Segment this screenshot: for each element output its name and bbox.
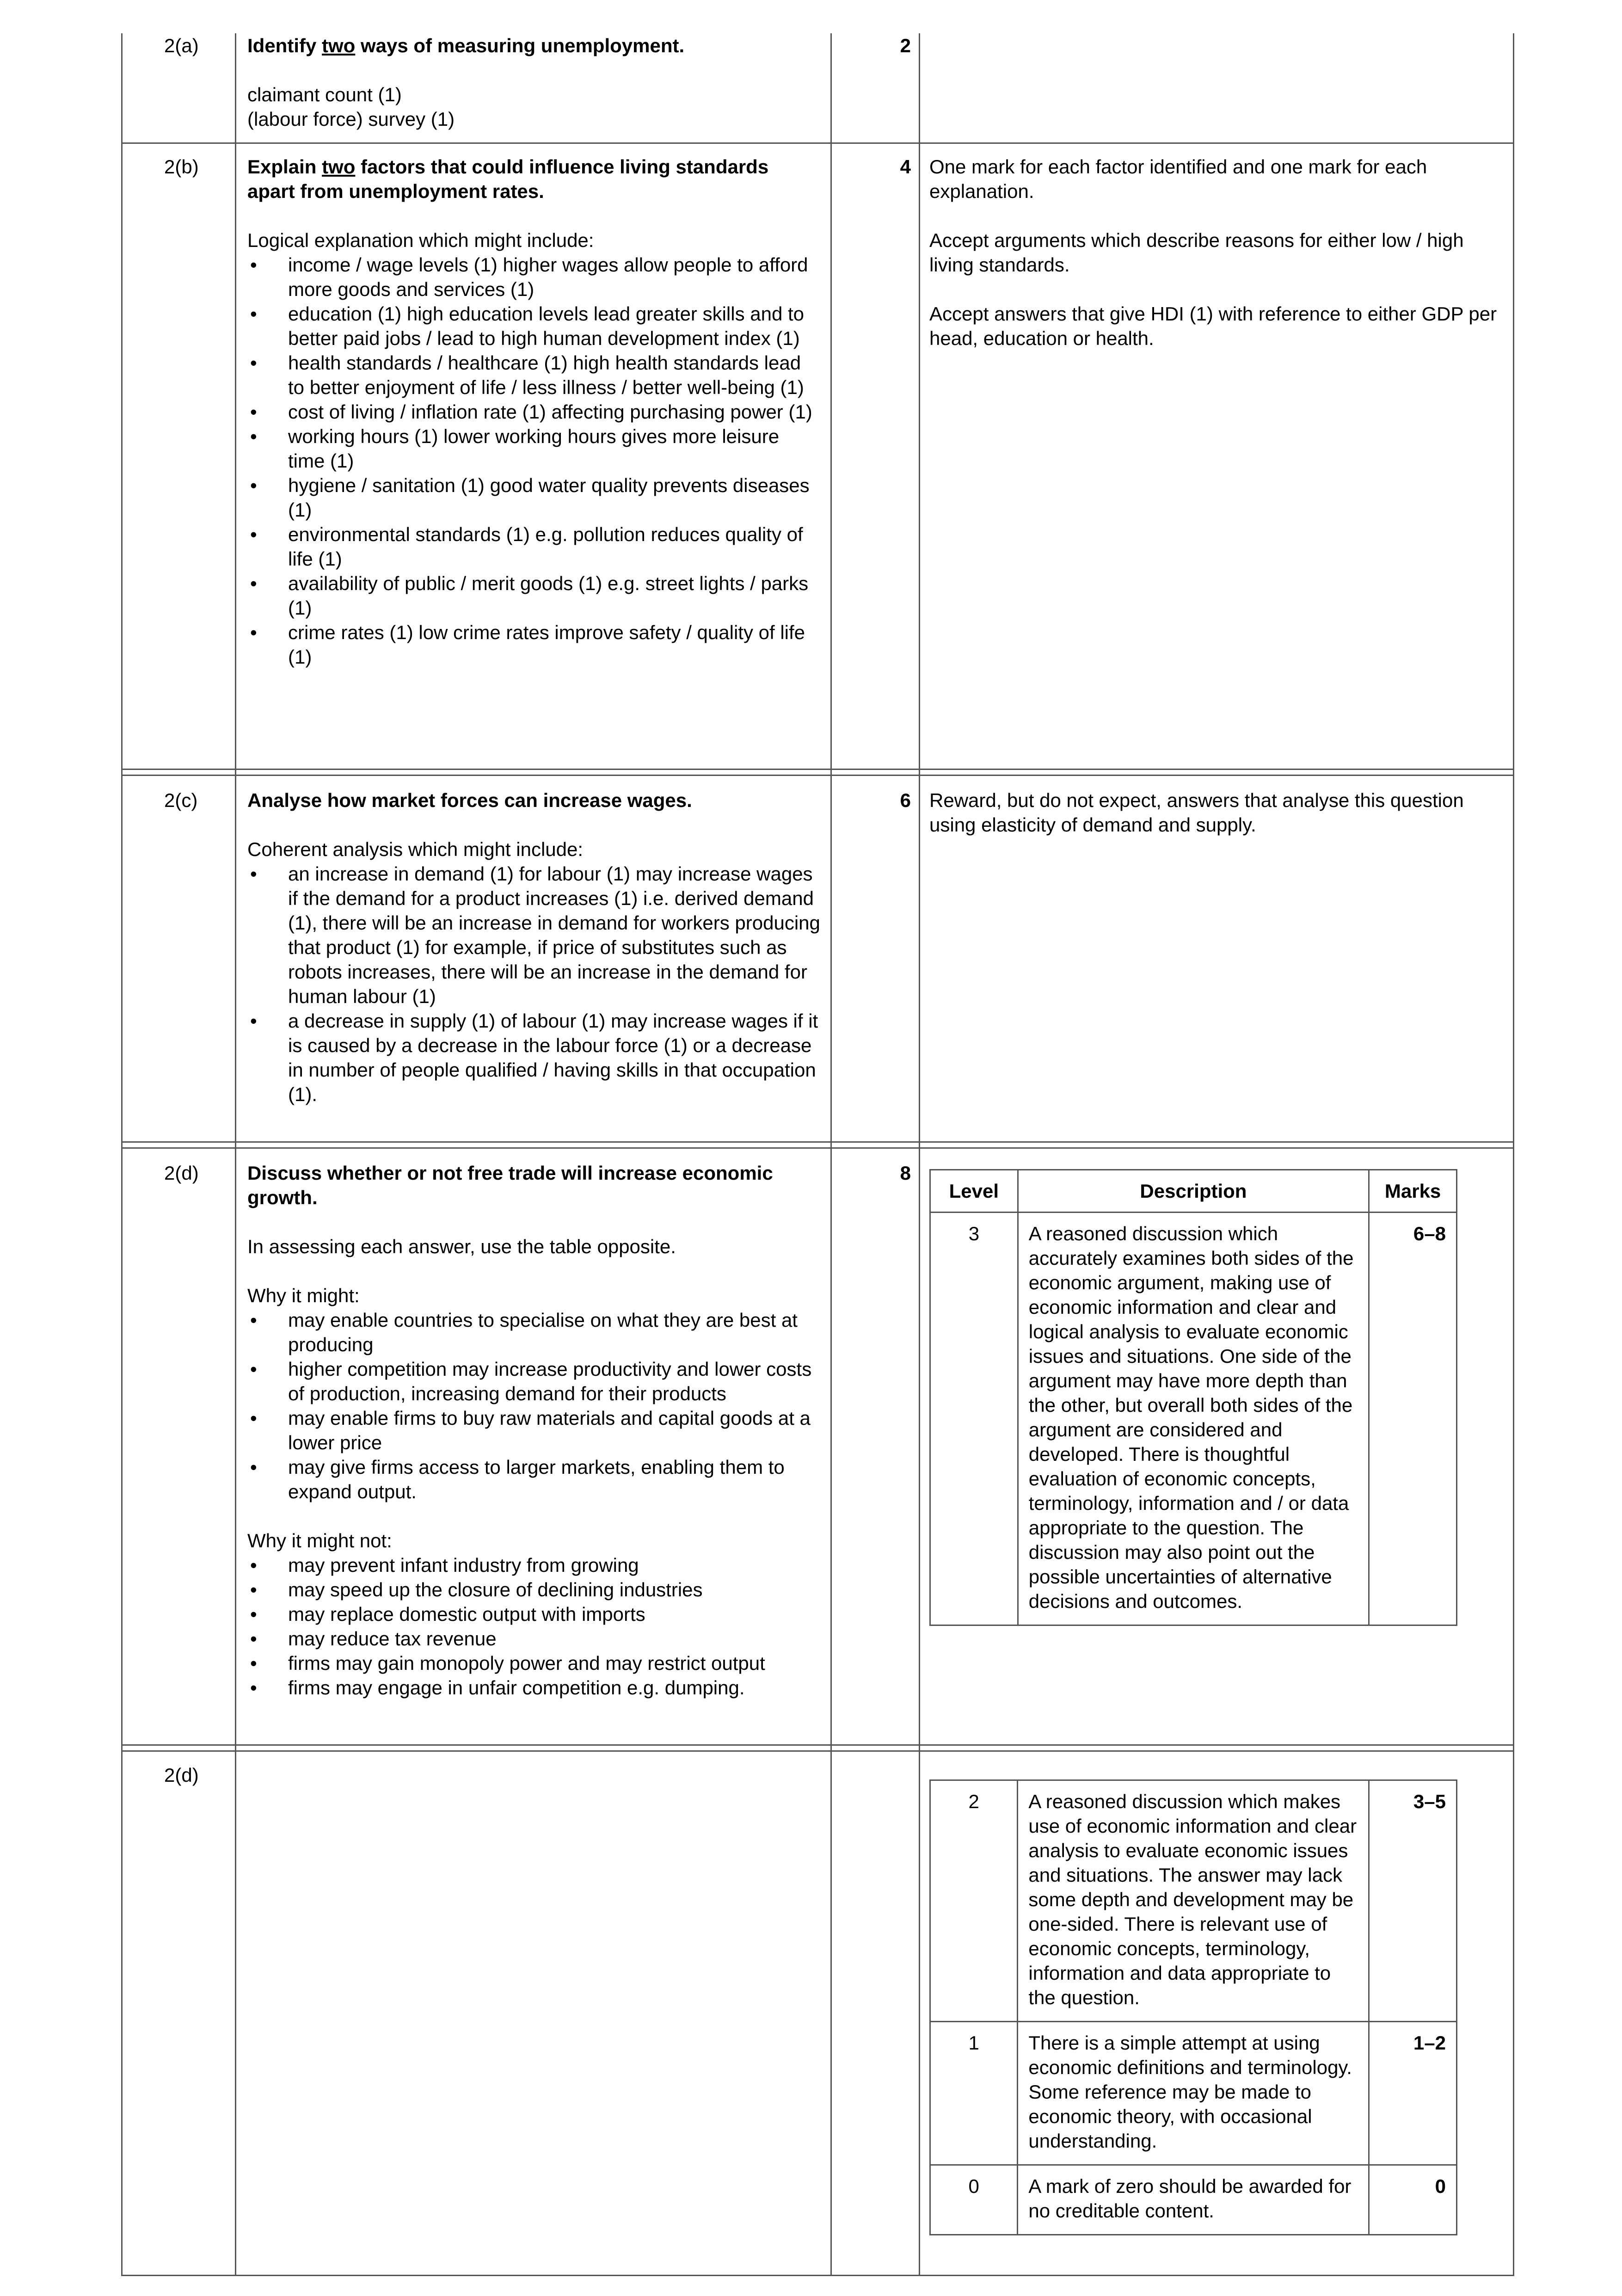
level-cell: 3 — [930, 1213, 1018, 1625]
table-border-bottom — [121, 2275, 1514, 2276]
answer-list — [247, 1553, 821, 1700]
list-item: • may enable countries to specialise on what they are best at producing — [247, 1308, 821, 1357]
level-cell: 2 — [930, 1780, 1018, 2022]
marks-value: 2 — [900, 35, 911, 56]
list-item: • availability of public / merit goods (1) e.g. street lights / parks (1) — [247, 571, 821, 620]
row-divider — [121, 1141, 1514, 1149]
level-cell: 1 — [930, 2022, 1018, 2165]
list-item: • a decrease in supply (1) of labour (1) may increase wages if it is caused by a decrease in the labour force (1) or a decrease in number of people qualified / having skills in that occupation (1). — [247, 1009, 821, 1107]
list-item: • may reduce tax revenue — [247, 1626, 821, 1651]
guidance-text: One mark for each factor identified and one mark for each explanation. — [929, 156, 1427, 202]
section-heading: Why it might: — [247, 1285, 360, 1306]
marks-cell: 1–2 — [1369, 2022, 1457, 2165]
list-item: • higher competition may increase productivity and lower costs of production, increasing demand for their products — [247, 1357, 821, 1406]
question-text: Analyse how market forces can increase wages. — [247, 789, 692, 811]
description-cell: A reasoned discussion which accurately examines both sides of the economic argument, making use of economic information and clear and logical analysis to evaluate economic issues and situations. One side of the argument may have more depth than the other, but overall both sides of the argument are considered and developed. There is thoughtful evaluation of economic concepts, terminology, information and / or data appropriate to the question. The discussion may also point out the possible uncertainties of alternative decisions and outcomes. — [1018, 1213, 1369, 1625]
column-header-marks: Marks — [1369, 1170, 1457, 1213]
guidance-2c — [929, 788, 1503, 837]
marks-value: 4 — [900, 156, 911, 178]
answer-line: (labour force) survey (1) — [247, 108, 455, 130]
marks-value: 6 — [900, 789, 911, 811]
question-number: 2(c) — [164, 789, 198, 811]
guidance-2b — [929, 154, 1503, 351]
list-item: • cost of living / inflation rate (1) affecting purchasing power (1) — [247, 400, 821, 424]
list-item: • an increase in demand (1) for labour (1) may increase wages if the demand for a product increases (1) i.e. derived demand (1), there will be an increase in demand for workers producing that product (1) for example, if price of substitutes such as robots increases, there will be an increase in the demand for human labour (1) — [247, 862, 821, 1009]
list-item: • crime rates (1) low crime rates improve safety / quality of life (1) — [247, 620, 821, 669]
question-number: 2(d) — [164, 1764, 199, 1786]
list-item: • may prevent infant industry from growing — [247, 1553, 821, 1577]
marks-cell: 3–5 — [1369, 1780, 1457, 2022]
section-heading: Why it might not: — [247, 1530, 392, 1551]
instruction-text: In assessing each answer, use the table opposite. — [247, 1236, 676, 1257]
level-table-continued — [929, 1779, 1457, 2235]
table-border-left — [121, 33, 123, 2276]
question-number: 2(a) — [164, 35, 199, 56]
marks-cell: 0 — [1369, 2165, 1457, 2235]
intro-text: Logical explanation which might include: — [247, 229, 594, 251]
question-2a: Identify two ways of measuring unemployment. claimant count (1) (labour force) survey (1) — [247, 33, 821, 131]
list-item: • may speed up the closure of declining industries — [247, 1577, 821, 1602]
description-cell: A reasoned discussion which makes use of economic information and clear analysis to evaluate economic issues and situations. The answer may lack some depth and development may be one-sided. There is relevant use of economic concepts, terminology, information and data appropriate to the question. — [1018, 1780, 1369, 2022]
table-row — [930, 2165, 1457, 2235]
guidance-text: Reward, but do not expect, answers that analyse this question using elasticity of demand and supply. — [929, 789, 1464, 836]
guidance-text: Accept arguments which describe reasons for either low / high living standards. — [929, 229, 1464, 276]
guidance-text: Accept answers that give HDI (1) with reference to either GDP per head, education or health. — [929, 303, 1497, 349]
list-item: • may replace domestic output with imports — [247, 1602, 821, 1626]
column-divider — [235, 33, 236, 2276]
answer-line: claimant count (1) — [247, 84, 402, 105]
level-table — [929, 1169, 1457, 1626]
table-header-row — [930, 1170, 1457, 1213]
list-item: • education (1) high education levels lead greater skills and to better paid jobs / lead to high human development index (1) — [247, 302, 821, 351]
description-cell: A mark of zero should be awarded for no creditable content. — [1018, 2165, 1369, 2235]
list-item: • income / wage levels (1) higher wages allow people to afford more goods and services (1) — [247, 252, 821, 302]
list-item: • hygiene / sanitation (1) good water quality prevents diseases (1) — [247, 473, 821, 522]
list-item: • working hours (1) lower working hours gives more leisure time (1) — [247, 424, 821, 473]
marks-value: 8 — [900, 1162, 911, 1184]
table-row — [930, 2022, 1457, 2165]
intro-text: Coherent analysis which might include: — [247, 838, 584, 860]
column-header-level: Level — [930, 1170, 1018, 1213]
answer-list — [247, 1308, 821, 1504]
list-item: • firms may engage in unfair competition e.g. dumping. — [247, 1675, 821, 1700]
list-item: • firms may gain monopoly power and may restrict output — [247, 1651, 821, 1675]
question-number: 2(b) — [164, 156, 199, 178]
row-divider — [121, 1744, 1514, 1752]
question-text: Discuss whether or not free trade will increase economic growth. — [247, 1162, 773, 1208]
column-divider — [830, 33, 832, 2276]
table-row — [930, 1213, 1457, 1625]
row-divider — [121, 142, 1514, 144]
question-number: 2(d) — [164, 1162, 199, 1184]
question-2c — [247, 788, 821, 1107]
table-row — [930, 1780, 1457, 2022]
description-cell: There is a simple attempt at using economic definitions and terminology. Some reference may be made to economic theory, with occasional understanding. — [1018, 2022, 1369, 2165]
level-cell: 0 — [930, 2165, 1018, 2235]
question-2d — [247, 1161, 821, 1700]
marks-cell: 6–8 — [1369, 1213, 1457, 1625]
answer-list — [247, 252, 821, 669]
list-item: • health standards / healthcare (1) high health standards lead to better enjoyment of life / less illness / better well-being (1) — [247, 351, 821, 400]
column-header-description: Description — [1018, 1170, 1369, 1213]
question-2b: Explain two factors that could influence living standards apart from unemployment rates. Logical explanation which might include: • income / wage levels (1) higher wages allow people to afford more goods and services (1) • education (1) high education levels lead greater skills and to better paid jobs / lead to high human development index (1) • health standards / healthcare (1) high health standards lead to better enjoyment of life / less illness / better well-being (1) • cost of living / inflation rate (1) affecting purchasing power (1) • working hours (1) lower working hours gives more leisure time (1) • hygiene / sanitation (1) good water quality prevents diseases (1) • environmental standards (1) e.g. pollution reduces quality of life (1) • availability of public / merit goods (1) e.g. street lights / parks (1) • crime rates (1) low crime rates improve safety / quality of life (1) — [247, 154, 821, 669]
answer-list — [247, 862, 821, 1107]
row-divider — [121, 769, 1514, 776]
table-border-right — [1513, 33, 1514, 2276]
list-item: • environmental standards (1) e.g. pollution reduces quality of life (1) — [247, 522, 821, 571]
column-divider — [919, 33, 920, 2276]
list-item: • may enable firms to buy raw materials and capital goods at a lower price — [247, 1406, 821, 1455]
list-item: • may give firms access to larger markets, enabling them to expand output. — [247, 1455, 821, 1504]
